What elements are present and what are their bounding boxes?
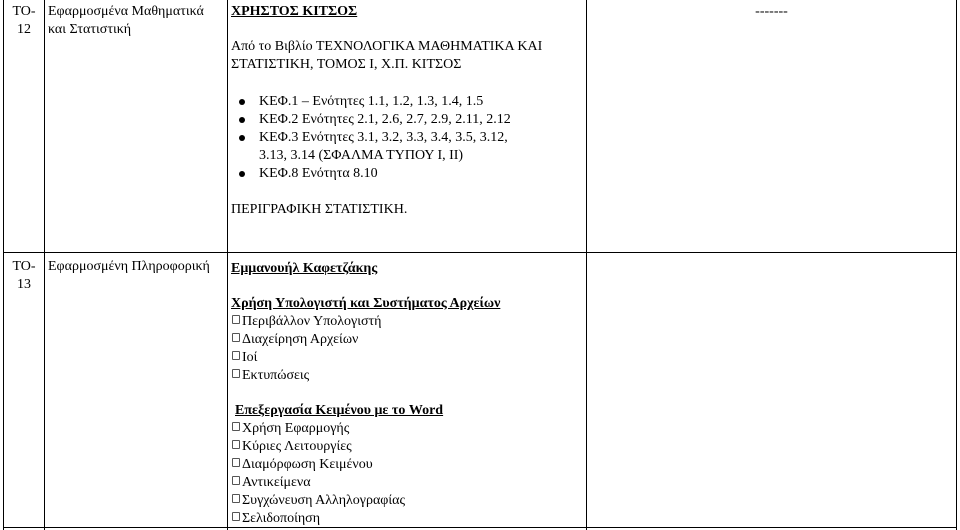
table-border-bottom	[3, 527, 957, 528]
row13-section2-item: Αντικείμενα	[231, 474, 311, 492]
row12-source-line1: Από το Βιβλίο ΤΕΧΝΟΛΟΓΙΚΑ ΜΑΘΗΜΑΤΙΚΑ ΚΑΙ	[231, 39, 543, 54]
row12-subject-line2: και Στατιστική	[48, 22, 132, 37]
row12-bullet-2: ΚΕΦ.2 Ενότητες 2.1, 2.6, 2.7, 2.9, 2.11, 2.12	[259, 112, 511, 127]
column-divider-2	[227, 0, 228, 530]
bullet-icon	[239, 135, 245, 141]
row12-bullet-1: ΚΕΦ.1 – Ενότητες 1.1, 1.2, 1.3, 1.4, 1.5	[259, 94, 484, 109]
row13-section1-item: Περιβάλλον Υπολογιστή	[231, 313, 382, 331]
bullet-icon	[239, 117, 245, 123]
row13-section1-item: Εκτυπώσεις	[231, 367, 309, 385]
row13-section2-item: Σελιδοποίηση	[231, 510, 320, 528]
item-marker-icon	[231, 315, 240, 326]
item-marker-icon	[231, 440, 240, 451]
item-marker-icon	[231, 351, 240, 362]
row12-footer: ΠΕΡΙΓΡΑΦΙΚΗ ΣΤΑΤΙΣΤΙΚΗ.	[231, 202, 408, 217]
item-marker-icon	[231, 369, 240, 380]
row12-source-line2: ΣΤΑΤΙΣΤΙΚΗ, ΤΟΜΟΣ Ι, Χ.Π. ΚΙΤΣΟΣ	[231, 57, 462, 72]
column-divider-1	[44, 0, 45, 530]
table-border-right	[956, 0, 957, 530]
row13-section1-item: Διαχείρηση Αρχείων	[231, 331, 358, 349]
item-marker-icon	[231, 333, 240, 344]
row13-section2-item: Χρήση Εφαρμογής	[231, 420, 349, 438]
row13-code: ΤΟ-	[12, 259, 36, 274]
row12-bullet-4: ΚΕΦ.8 Ενότητα 8.10	[259, 166, 378, 181]
item-marker-icon	[231, 458, 240, 469]
row12-teacher: ΧΡΗΣΤΟΣ ΚΙΤΣΟΣ	[231, 4, 358, 19]
row13-section2-item: Κύριες Λειτουργίες	[231, 438, 352, 456]
item-marker-icon	[231, 422, 240, 433]
item-marker-icon	[231, 512, 240, 523]
row12-subject-line1: Εφαρμοσμένα Μαθηματικά	[48, 4, 204, 19]
row12-code-num: 12	[17, 22, 31, 37]
item-marker-icon	[231, 494, 240, 505]
item-marker-icon	[231, 476, 240, 487]
row13-section1-title: Χρήση Υπολογιστή και Συστήματος Αρχείων	[231, 296, 501, 311]
row13-teacher: Εμμανουήλ Καφετζάκης	[231, 261, 378, 276]
row12-bullet-3-cont: 3.13, 3.14 (ΣΦΑΛΜΑ ΤΥΠΟΥ Ι, ΙΙ)	[259, 148, 464, 163]
row12-code: ΤΟ-	[12, 4, 36, 19]
bullet-icon	[239, 99, 245, 105]
row13-code-num: 13	[17, 277, 31, 292]
row13-section1-item: Ιοί	[231, 349, 257, 367]
column-divider-3	[586, 0, 587, 530]
row13-section2-item: Συγχώνευση Αλληλογραφίας	[231, 492, 405, 510]
row-divider	[3, 252, 957, 253]
row13-subject: Εφαρμοσμένη Πληροφορική	[48, 259, 210, 274]
bullet-icon	[239, 171, 245, 177]
row13-section2-title: Επεξεργασία Κειμένου με το Word	[235, 403, 444, 418]
row12-right-col: -------	[755, 4, 788, 19]
row12-bullet-3: ΚΕΦ.3 Ενότητες 3.1, 3.2, 3.3, 3.4, 3.5, 3.12,	[259, 130, 508, 145]
row13-section2-item: Διαμόρφωση Κειμένου	[231, 456, 373, 474]
